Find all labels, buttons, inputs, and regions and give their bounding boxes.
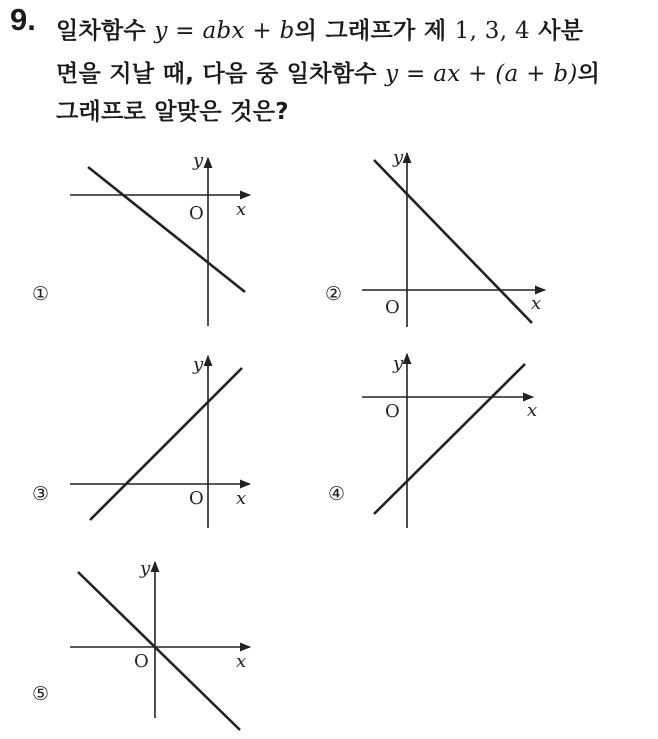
question-text: 일차함수 (56, 18, 155, 44)
origin-label: O (189, 488, 204, 509)
question-text: 의 (577, 61, 601, 87)
x-axis-label: x (527, 400, 538, 421)
choice-2-graph[interactable] (325, 147, 545, 327)
y-axis-label: y (193, 354, 204, 375)
x-axis-label: x (236, 199, 247, 220)
y-axis-label: y (393, 353, 404, 374)
question-text-line-3: 그래프로 알맞은 것은? (56, 99, 289, 125)
choice-marker: ⑤ (32, 683, 50, 705)
choice-3-graph[interactable] (32, 354, 250, 528)
question-text: 사분 (529, 18, 584, 44)
graph-line (374, 364, 525, 514)
origin-label: O (385, 401, 400, 422)
graph-line (88, 167, 245, 292)
question-text: 면을 지날 때, 다음 중 일차함수 (56, 61, 386, 87)
y-axis-label: y (193, 150, 204, 171)
origin-label: O (189, 203, 204, 224)
choice-marker: ② (325, 283, 343, 305)
y-axis-label: y (393, 147, 404, 168)
x-axis-label: x (236, 651, 247, 672)
origin-label: O (385, 297, 400, 318)
math-expression: y = ax + (a + b) (385, 61, 578, 87)
x-axis-label: x (236, 488, 247, 509)
origin-label: O (134, 651, 149, 672)
choice-4-graph[interactable] (328, 353, 537, 528)
math-expression: y = abx + b (154, 18, 295, 44)
y-axis-label: y (140, 558, 151, 579)
x-axis-label: x (531, 293, 542, 314)
graph-line (90, 368, 242, 520)
question-number: 9. (10, 2, 36, 37)
choice-1-graph[interactable] (32, 150, 250, 326)
choice-marker: ④ (328, 483, 346, 505)
choice-marker: ③ (32, 483, 50, 505)
quadrant-numbers: 1, 3, 4 (454, 18, 530, 44)
question-text: 의 그래프가 제 (294, 18, 455, 44)
choice-5-graph[interactable] (32, 558, 250, 730)
choice-marker: ① (32, 283, 50, 305)
graph-line (78, 572, 240, 730)
